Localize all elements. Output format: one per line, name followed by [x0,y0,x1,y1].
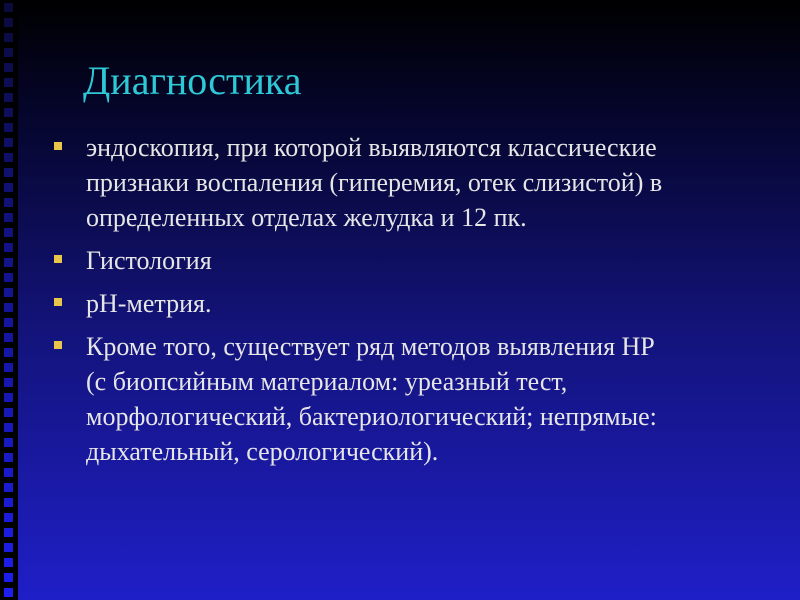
decorative-square [4,63,13,72]
bullet-item-ph-metry [52,286,782,321]
decorative-square [4,333,13,342]
decorative-square [4,228,13,237]
square-bullet-icon [54,341,62,349]
decorative-square [4,273,13,282]
decorative-square [4,363,13,372]
decorative-square [4,423,13,432]
decorative-square [4,378,13,387]
decorative-square [4,183,13,192]
decorative-square [4,153,13,162]
decorative-square [4,558,13,567]
decorative-square [4,573,13,582]
left-decorative-strip [0,0,18,600]
bullet-line: pH-метрия. [86,289,212,318]
decorative-square [4,78,13,87]
decorative-square [4,243,13,252]
square-bullet-icon [54,142,62,150]
decorative-squares-column [4,0,14,600]
decorative-square [4,258,13,267]
bullet-line: дыхательный, серологический). [86,437,439,466]
bullet-line: эндоскопия, при которой выявляются классические [86,133,657,162]
bullet-line: признаки воспаления (гиперемия, отек слизистой) в [86,168,663,197]
bullet-line: Гистология [86,246,212,275]
decorative-square [4,168,13,177]
decorative-square [4,108,13,117]
decorative-square [4,48,13,57]
decorative-square [4,468,13,477]
decorative-square [4,213,13,222]
decorative-square [4,318,13,327]
decorative-square [4,498,13,507]
decorative-square [4,513,13,522]
bullet-line: Кроме того, существует ряд методов выявления HP [86,332,655,361]
decorative-square [4,438,13,447]
slide-title: Диагностика [83,58,302,103]
decorative-square [4,123,13,132]
bullet-line: (с биопсийным материалом: уреазный тест, [86,367,568,396]
decorative-square [4,3,13,12]
decorative-square [4,393,13,402]
decorative-square [4,408,13,417]
decorative-square [4,528,13,537]
decorative-square [4,543,13,552]
decorative-square [4,483,13,492]
decorative-square [4,93,13,102]
square-bullet-icon [54,255,62,263]
bullet-item-endoscopy [52,130,782,235]
bullet-line: определенных отделах желудка и 12 пк. [86,203,527,232]
square-bullet-icon [54,298,62,306]
decorative-square [4,453,13,462]
bullet-item-hp-methods [52,329,782,469]
decorative-square [4,18,13,27]
bullet-list [52,130,782,477]
decorative-square [4,588,13,597]
decorative-square [4,198,13,207]
decorative-square [4,33,13,42]
decorative-square [4,288,13,297]
decorative-square [4,138,13,147]
decorative-square [4,303,13,312]
bullet-item-histology [52,243,782,278]
bullet-line: морфологический, бактериологический; непрямые: [86,402,657,431]
decorative-square [4,348,13,357]
